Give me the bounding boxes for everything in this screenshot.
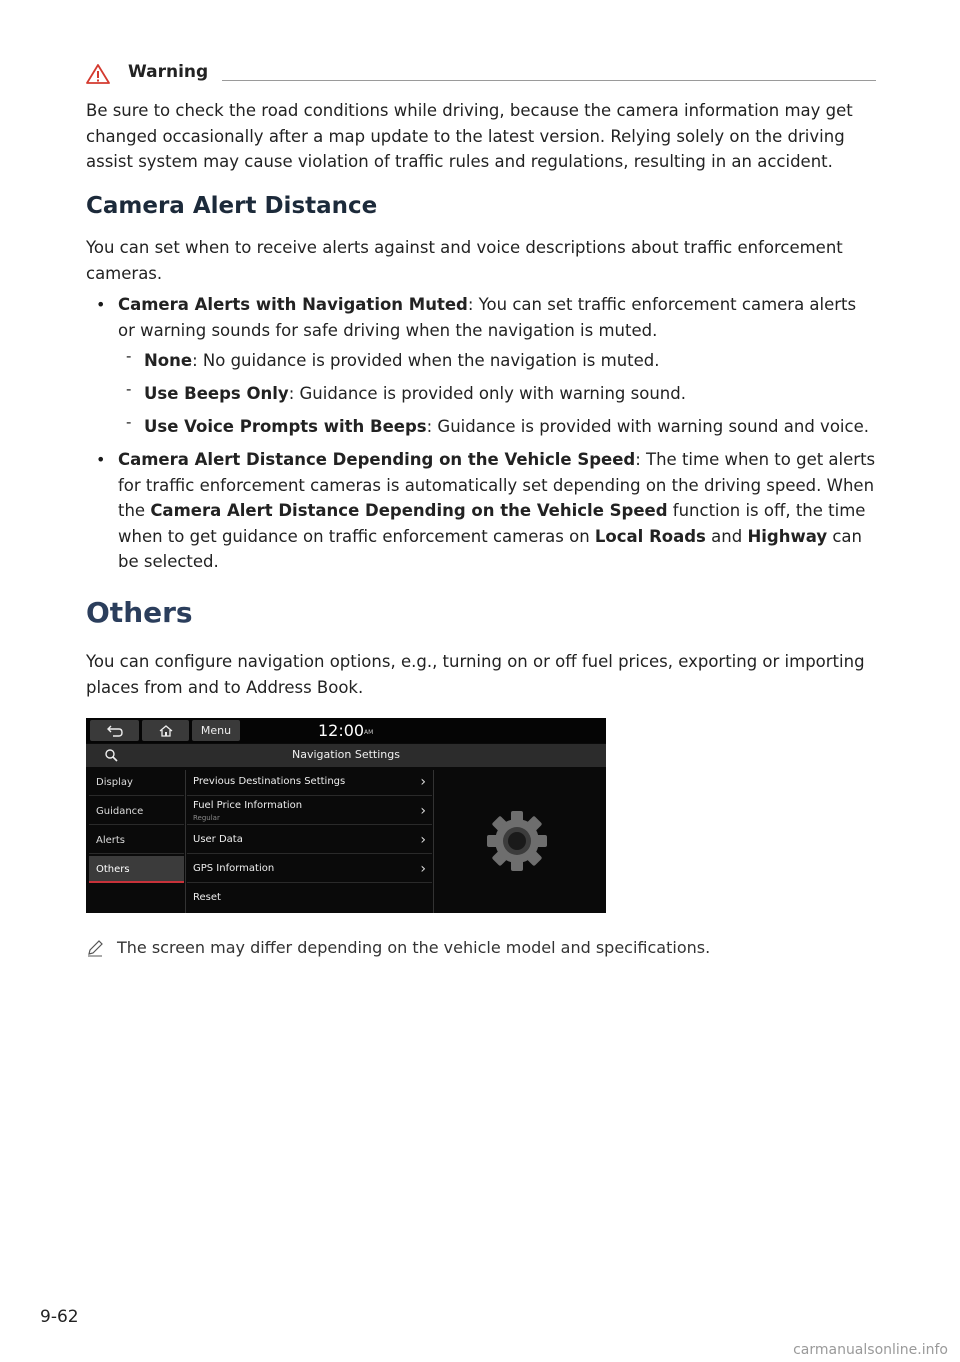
back-icon xyxy=(106,724,124,738)
list-item-label: User Data xyxy=(193,834,243,845)
divider xyxy=(433,770,434,913)
bullet-camera-alerts-muted: Camera Alerts with Navigation Muted: You can set traffic enforcement camera alerts or warning sounds for safe driving when the navigation is muted. xyxy=(118,295,857,340)
sub-option-beeps-only: Use Beeps Only: Guidance is provided only with warning sound. xyxy=(144,384,686,403)
chevron-right-icon: › xyxy=(420,774,426,790)
home-button[interactable] xyxy=(142,720,189,741)
sub-option-none: None: No guidance is provided when the navigation is muted. xyxy=(144,351,660,370)
warning-title: Warning xyxy=(128,62,209,82)
bullet-marker: • xyxy=(96,450,106,469)
sidebar-item-display[interactable]: Display xyxy=(89,769,184,796)
bullet-camera-alert-speed: Camera Alert Distance Depending on the Vehicle Speed: The time when to get alerts for traffic enforcement cameras is automatically set depending on the driving speed. When the Camera Alert Distance Depending on the Vehicle Speed function is off, the time when to get guidance on traffic enforcement cameras on Local Roads and Highway can be selected. xyxy=(118,450,876,571)
watermark: carmanualsonline.info xyxy=(793,1342,948,1358)
screen-title: Navigation Settings xyxy=(292,748,400,761)
camera-alert-intro: You can set when to receive alerts against and voice descriptions about traffic enforcement cameras. xyxy=(86,238,843,283)
chevron-right-icon: › xyxy=(420,832,426,848)
list-item-sublabel: Regular xyxy=(193,814,220,822)
list-item-label: GPS Information xyxy=(193,863,275,874)
chevron-right-icon: › xyxy=(420,803,426,819)
bullet-marker: • xyxy=(96,295,106,314)
dash-marker: - xyxy=(126,347,132,365)
camera-alert-heading: Camera Alert Distance xyxy=(86,193,378,219)
page-number: 9-62 xyxy=(40,1307,79,1327)
divider xyxy=(185,770,186,913)
clock-time: 12:00 xyxy=(318,721,365,740)
others-heading: Others xyxy=(86,596,193,629)
gear-icon xyxy=(484,808,550,874)
clock-ampm: AM xyxy=(364,729,374,736)
sidebar-item-alerts[interactable]: Alerts xyxy=(89,827,184,854)
sidebar-item-guidance[interactable]: Guidance xyxy=(89,798,184,825)
list-item-fuel-price[interactable] xyxy=(187,797,432,825)
chevron-right-icon: › xyxy=(420,861,426,877)
warning-divider xyxy=(222,80,876,81)
warning-triangle-icon xyxy=(86,64,110,84)
list-item-previous-destinations[interactable] xyxy=(187,768,432,796)
list-item-label: Reset xyxy=(193,892,221,903)
navigation-settings-screenshot xyxy=(86,718,606,913)
sub-option-voice-prompts: Use Voice Prompts with Beeps: Guidance is provided with warning sound and voice. xyxy=(144,417,869,436)
menu-button[interactable]: Menu xyxy=(192,720,240,741)
back-button[interactable] xyxy=(90,720,139,741)
home-icon xyxy=(158,724,174,738)
note-text: The screen may differ depending on the vehicle model and specifications. xyxy=(117,938,711,957)
list-item-gps-information[interactable] xyxy=(187,855,432,883)
pencil-note-icon xyxy=(86,939,104,957)
list-item-user-data[interactable] xyxy=(187,826,432,854)
list-item-label: Previous Destinations Settings xyxy=(193,776,346,787)
sidebar-item-others[interactable]: Others xyxy=(89,856,184,883)
warning-body: Be sure to check the road conditions while driving, because the camera information may get changed occasionally after a map update to the latest version. Relying solely on the driving assist system may cause violation of traffic rules and regulations, resulting in an accident. xyxy=(86,101,853,171)
warning-header xyxy=(86,62,876,88)
list-item-reset[interactable] xyxy=(187,884,432,912)
dash-marker: - xyxy=(126,413,132,431)
list-item-label: Fuel Price Information xyxy=(193,800,303,811)
dash-marker: - xyxy=(126,380,132,398)
others-intro: You can configure navigation options, e.g., turning on or off fuel prices, exporting or importing places from and to Address Book. xyxy=(86,652,865,697)
